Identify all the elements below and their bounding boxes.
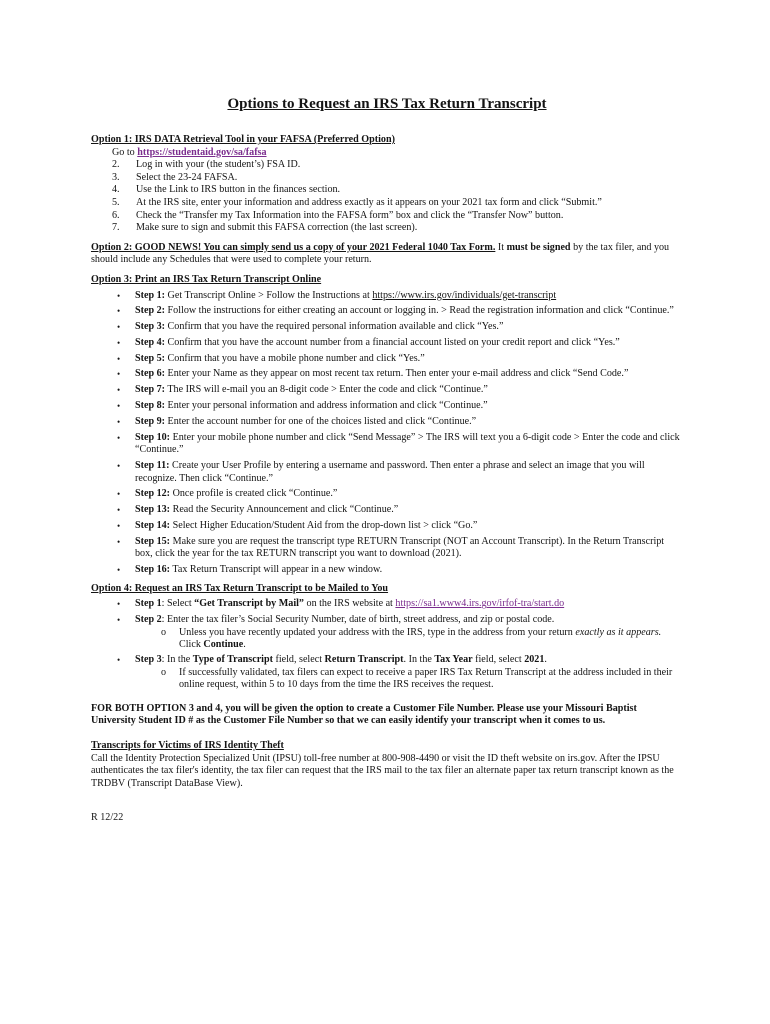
step-content: [135, 290, 683, 303]
step-content: [135, 520, 683, 533]
step-text: Tax Return Transcript will appear in a new window.: [172, 564, 383, 576]
option1-step: [91, 159, 683, 172]
step-number: 5.: [112, 196, 120, 208]
step-label: Step 15:: [135, 535, 171, 547]
option2-heading: Option 2: GOOD NEWS! You can simply send us a copy of your 2021 Federal 1040 Tax Form.: [91, 241, 496, 253]
step-content: [135, 536, 683, 561]
step-content: [135, 384, 683, 397]
option3-step: [91, 400, 683, 413]
step-bold: “Get Transcript by Mail”: [194, 598, 304, 610]
step-label: Step 4:: [135, 336, 166, 348]
step-label: Step 11:: [135, 459, 170, 471]
step-label: Step 2: [135, 614, 162, 626]
step-label: Step 7:: [135, 384, 166, 396]
identity-theft-text: Call the Identity Protection Specialized Unit (IPSU) toll-free number at 800-908-4490 or visit the ID theft website on irs.gov. After the IPSU authenticates the tax filer's identity, the tax filer can request that the IRS mail to the tax filer an alternate paper tax return transcript known as the TRDBV (Transcript DataBase View).: [91, 752, 674, 789]
step-label: Step 3: [135, 653, 162, 665]
step-text: The IRS will e-mail you an 8-digit code > Enter the code and click “Continue.”: [167, 384, 488, 396]
sub-after: Click: [179, 639, 201, 651]
option3-step: [91, 536, 683, 561]
step-label: Step 8:: [135, 400, 166, 411]
option1-step: [91, 172, 683, 185]
option1-step: [91, 222, 683, 235]
document-page: [91, 94, 683, 825]
bullet-icon: •: [117, 505, 121, 516]
bullet-icon: •: [117, 385, 121, 396]
bullet-icon: •: [117, 520, 121, 531]
step-text: Make sure you are request the transcript type RETURN Transcript (NOT an Account Transcript). In the Return Transcript box, click the year for the tax RETURN transcript you want to download (2021).: [135, 535, 665, 560]
step-text: Check the “Transfer my Tax Information into the FAFSA form” box and click the “Transfer Now” button.: [136, 209, 564, 221]
step-label: Step 12:: [135, 488, 171, 500]
step-label: Step 5:: [135, 352, 166, 364]
step-label: Step 10:: [135, 431, 171, 443]
step-bold: Tax Year: [434, 653, 473, 665]
bullet-icon: •: [117, 290, 121, 301]
sub-italic: exactly as it appears.: [575, 626, 662, 638]
sub-bullet-icon: o: [161, 666, 167, 678]
step-text: .: [544, 653, 547, 665]
option3-step: [91, 504, 683, 517]
sub-text: Unless you have recently updated your address with the IRS, type in the address from your return: [179, 626, 573, 638]
sub-bullet-icon: o: [161, 626, 167, 638]
option1-goto-label: Go to: [112, 146, 135, 158]
step-content: [135, 368, 683, 381]
step-number: 2.: [112, 159, 120, 171]
get-transcript-link[interactable]: https://www.irs.gov/individuals/get-transcript: [372, 289, 557, 301]
revision-code: R 12/22: [91, 812, 124, 824]
fafsa-link[interactable]: https://studentaid.gov/sa/fafsa: [137, 146, 267, 158]
step-content: [135, 353, 683, 366]
step-text: field, select: [475, 653, 522, 665]
option1-heading: Option 1: IRS DATA Retrieval Tool in your FAFSA (Preferred Option): [91, 134, 395, 145]
step-text: on the IRS website at: [306, 598, 393, 610]
sub-end: .: [243, 639, 246, 651]
step-label: Step 6:: [135, 368, 166, 380]
bullet-icon: •: [117, 536, 121, 547]
step-label: Step 1:: [135, 289, 166, 301]
option3-heading: Option 3: Print an IRS Tax Return Transcript Online: [91, 273, 322, 285]
bullet-icon: •: [117, 432, 121, 443]
step-text: Create your User Profile by entering a username and password. Then enter a phrase and select an image that you will recognize. Then click “Continue.”: [135, 459, 645, 484]
step-label: Step 14:: [135, 519, 171, 531]
step-text: Log in with your (the student’s) FSA ID.: [136, 159, 301, 171]
step-label: Step 3:: [135, 321, 166, 333]
step-label: Step 13:: [135, 504, 171, 516]
step-text: : In the: [161, 653, 191, 665]
bullet-icon: •: [117, 337, 121, 348]
bullet-icon: •: [117, 401, 121, 411]
bullet-icon: •: [117, 416, 121, 427]
step-text: Confirm that you have the account number from a financial account listed on your credit report and click “Yes.”: [167, 336, 620, 348]
step-text: Once profile is created click “Continue.”: [172, 488, 338, 500]
step-text: Select the 23-24 FAFSA.: [136, 171, 238, 183]
option1-steps-list: [91, 159, 683, 235]
step-text: Follow the instructions for either creating an account or logging in. > Read the registration information and click “Continue.”: [167, 305, 674, 317]
option2-section: [91, 242, 683, 267]
sub-bold: Continue: [203, 639, 244, 651]
option3-step: [91, 368, 683, 381]
bullet-icon: •: [117, 489, 121, 500]
step-content: [135, 564, 683, 577]
step-bold: Type of Transcript: [192, 653, 273, 665]
bullet-icon: •: [117, 460, 121, 471]
step-text: Enter your mobile phone number and click “Send Message” > The IRS will text you a 6-digit code > Enter the code and click “Continue.”: [135, 431, 680, 456]
option3-step: [91, 416, 683, 429]
step-bold: Return Transcript: [324, 653, 404, 665]
bullet-icon: •: [117, 369, 121, 380]
step-content: [135, 416, 683, 429]
option1-goto-row: [91, 147, 683, 160]
option2-bold: must be signed: [506, 241, 571, 253]
option2-text-before: It: [497, 241, 505, 253]
bullet-icon: •: [117, 615, 121, 626]
step-content: [135, 305, 683, 318]
step-content: [135, 504, 683, 517]
option4-step3-sub: [91, 667, 683, 692]
step-text: Make sure to sign and submit this FAFSA correction (the last screen).: [136, 222, 418, 234]
step-text: Read the Security Announcement and click “Continue.”: [172, 504, 399, 516]
option2-text-after: by the tax filer, and you should include any Schedules that were used to complete your return.: [91, 241, 670, 266]
option4-section: [91, 583, 683, 692]
step-number: 6.: [112, 209, 120, 221]
step-text: Use the Link to IRS button in the finances section.: [136, 184, 341, 196]
option4-heading: Option 4: Request an IRS Tax Return Transcript to be Mailed to You: [91, 582, 389, 594]
step-text: Get Transcript Online > Follow the Instructions at: [167, 289, 370, 301]
step-text: Confirm that you have a mobile phone number and click “Yes.”: [167, 352, 425, 364]
option3-step: [91, 384, 683, 397]
bullet-icon: •: [117, 322, 121, 333]
bullet-icon: •: [117, 353, 121, 364]
step-content: [135, 337, 683, 350]
step-content: [135, 321, 683, 334]
step-number: 3.: [112, 171, 120, 183]
option3-step: [91, 460, 683, 485]
option3-step: [91, 432, 683, 457]
sub-text: If successfully validated, tax filers can expect to receive a paper IRS Tax Return Transcript at the address included in their online request, within 5 to 10 days from the time the IRS receives the request.: [179, 666, 673, 691]
step-number: 4.: [112, 184, 120, 196]
option4-step1: [91, 598, 683, 611]
step-text: . In the: [403, 653, 432, 665]
option3-steps-list: [91, 290, 683, 577]
step-content: [135, 460, 683, 485]
step-number: 7.: [112, 222, 120, 234]
step-label: Step 9:: [135, 415, 166, 427]
bullet-icon: •: [117, 565, 121, 576]
step-text: Select Higher Education/Student Aid from the drop-down list > click “Go.”: [172, 519, 478, 531]
step-text: At the IRS site, enter your information and address exactly as it appears on your 2021 tax form and click “Submit.”: [136, 196, 602, 208]
step-label: Step 2:: [135, 305, 166, 317]
identity-theft-section: [91, 740, 683, 790]
option3-step: [91, 321, 683, 334]
option3-step: [91, 488, 683, 501]
step-label: Step 16:: [135, 564, 171, 576]
step-text: Enter the account number for one of the choices listed and click “Continue.”: [167, 415, 477, 427]
option1-section: [91, 134, 683, 235]
step-bold: 2021: [524, 653, 545, 665]
bullet-icon: •: [117, 599, 121, 610]
step-text: Enter your personal information and address information and click “Continue.”: [167, 400, 488, 411]
option1-step: [91, 210, 683, 223]
step-text: Confirm that you have the required personal information available and click “Yes.”: [167, 321, 504, 333]
step-content: [135, 400, 683, 413]
bullet-icon: •: [117, 306, 121, 317]
option3-section: [91, 274, 683, 577]
step-text: : Select: [161, 598, 192, 610]
option4-step2-sub: [91, 627, 683, 652]
both-options-note: FOR BOTH OPTION 3 and 4, you will be given the option to create a Customer File Number. Please use your Missouri Baptist University Student ID # as the Customer File Number so that we can easily identify your transcript when it comes to us.: [91, 702, 637, 727]
irs-mail-link[interactable]: https://sa1.www4.irs.gov/irfof-tra/start.do: [395, 598, 565, 610]
option3-step: [91, 305, 683, 318]
step-text: field, select: [275, 653, 323, 665]
option3-step: [91, 337, 683, 350]
option3-step: [91, 353, 683, 366]
option1-step: [91, 184, 683, 197]
page-title: Options to Request an IRS Tax Return Transcript: [227, 96, 547, 112]
step-label: Step 1: [135, 598, 162, 610]
option3-step: [91, 520, 683, 533]
step-content: [135, 488, 683, 501]
option4-step3: [91, 654, 683, 667]
option3-step: [91, 290, 683, 303]
identity-theft-heading: Transcripts for Victims of IRS Identity Theft: [91, 739, 284, 751]
step-text: : Enter the tax filer’s Social Security Number, date of birth, street address, and zip or postal code.: [161, 614, 555, 626]
step-text: Enter your Name as they appear on most recent tax return. Then enter your e-mail address and click “Send Code.”: [167, 368, 629, 380]
option1-step: [91, 197, 683, 210]
option3-step: [91, 564, 683, 577]
option4-step2: [91, 614, 683, 627]
step-content: [135, 432, 683, 457]
bullet-icon: •: [117, 654, 121, 665]
option2-paragraph: [91, 242, 683, 267]
